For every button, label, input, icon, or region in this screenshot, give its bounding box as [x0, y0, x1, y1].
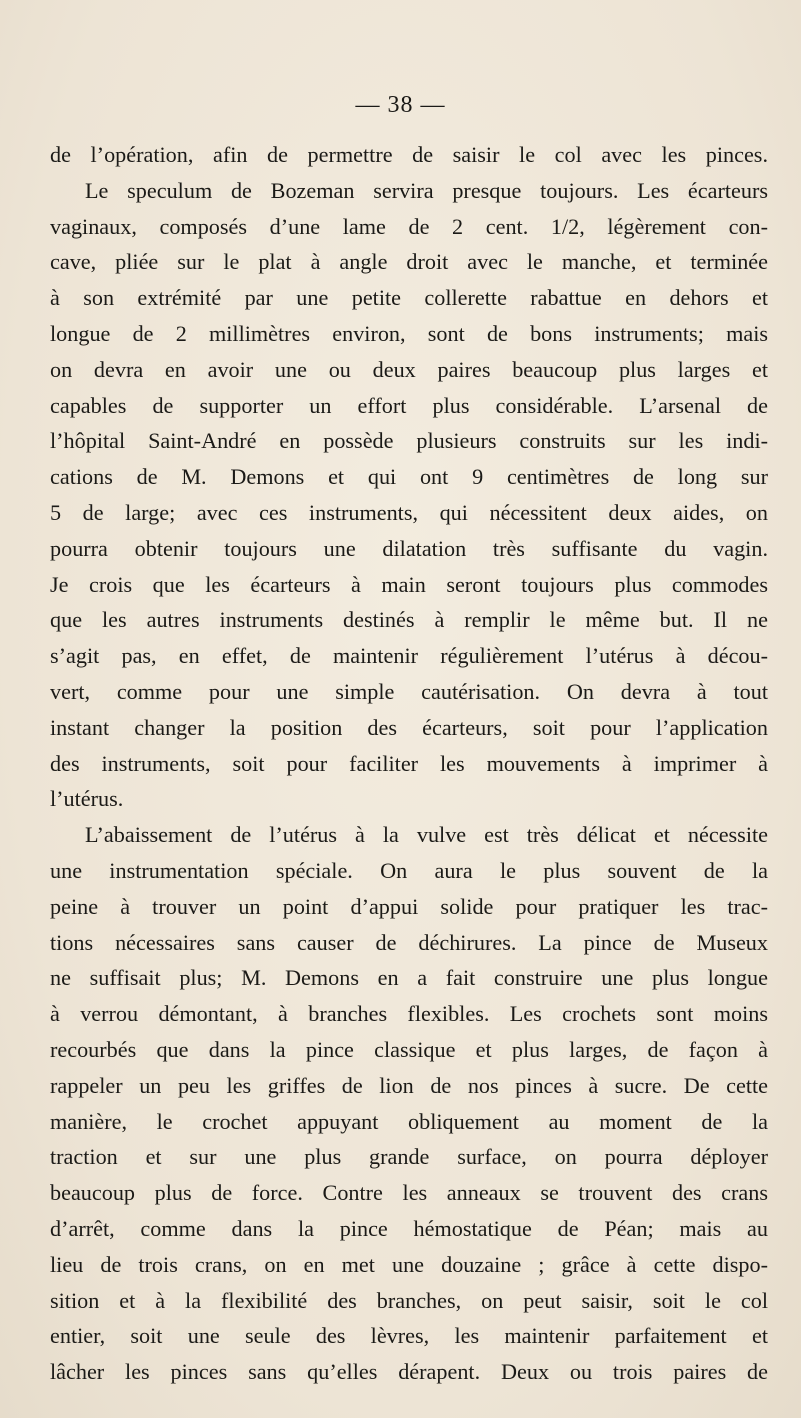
text-line: à son extrémité par une petite collerette rabattue en dehors et — [50, 285, 768, 311]
text-line: des instruments, soit pour faciliter les mouvements à imprimer à — [50, 750, 768, 776]
text-line: manière, le crochet appuyant obliquement au moment de la — [50, 1108, 768, 1134]
text-line: tions nécessaires sans causer de déchirures. La pince de Museux — [50, 929, 768, 955]
text-line: ne suffisait plus; M. Demons en a fait construire une plus longue — [50, 965, 768, 991]
text-line: capables de supporter un effort plus considérable. L’arsenal de — [50, 392, 768, 418]
paragraph — [50, 817, 768, 1390]
text-line: pourra obtenir toujours une dilatation très suffisante du vagin. — [50, 535, 768, 561]
text-line: 5 de large; avec ces instruments, qui nécessitent deux aides, on — [50, 499, 768, 525]
text-line: recourbés que dans la pince classique et plus larges, de façon à — [50, 1036, 768, 1062]
page-number: — 38 — — [355, 92, 446, 118]
text-line: lâcher les pinces sans qu’elles dérapent. Deux ou trois paires de — [50, 1359, 768, 1385]
text-line: vert, comme pour une simple cautérisation. On devra à tout — [50, 678, 768, 704]
text-line: s’agit pas, en effet, de maintenir régulièrement l’utérus à décou- — [50, 643, 768, 669]
text-line: cations de M. Demons et qui ont 9 centimètres de long sur — [50, 464, 768, 490]
text-line: l’hôpital Saint-André en possède plusieurs construits sur les indi- — [50, 428, 768, 454]
text-line: entier, soit une seule des lèvres, les maintenir parfaitement et — [50, 1323, 768, 1349]
text-line: Je crois que les écarteurs à main seront toujours plus commodes — [50, 571, 768, 597]
text-line: instant changer la position des écarteurs, soit pour l’application — [50, 714, 768, 740]
body-text — [50, 137, 768, 1390]
text-line: L’abaissement de l’utérus à la vulve est très délicat et nécessite — [85, 822, 768, 848]
text-line: on devra en avoir une ou deux paires beaucoup plus larges et — [50, 356, 768, 382]
text-line: à verrou démontant, à branches flexibles. Les crochets sont moins — [50, 1001, 768, 1027]
text-line: lieu de trois crans, on en met une douzaine ; grâce à cette dispo- — [50, 1251, 768, 1277]
text-line: l’utérus. — [50, 786, 124, 812]
paragraph — [50, 137, 768, 817]
text-line: beaucoup plus de force. Contre les anneaux se trouvent des crans — [50, 1180, 768, 1206]
text-line: longue de 2 millimètres environ, sont de bons instruments; mais — [50, 320, 768, 346]
text-line: vaginaux, composés d’une lame de 2 cent. 1/2, légèrement con- — [50, 213, 768, 239]
text-line: peine à trouver un point d’appui solide pour pratiquer les trac- — [50, 893, 768, 919]
text-line: rappeler un peu les griffes de lion de nos pinces à sucre. De cette — [50, 1072, 768, 1098]
text-line: d’arrêt, comme dans la pince hémostatique de Péan; mais au — [50, 1215, 768, 1241]
text-line: traction et sur une plus grande surface, on pourra déployer — [50, 1144, 768, 1170]
text-line: que les autres instruments destinés à remplir le même but. Il ne — [50, 607, 768, 633]
text-line: Le speculum de Bozeman servira presque toujours. Les écarteurs — [85, 177, 768, 203]
text-line: cave, pliée sur le plat à angle droit avec le manche, et terminée — [50, 249, 768, 275]
text-line: une instrumentation spéciale. On aura le plus souvent de la — [50, 857, 768, 883]
text-line: de l’opération, afin de permettre de saisir le col avec les pinces. — [50, 142, 768, 167]
text-line: sition et à la flexibilité des branches, on peut saisir, soit le col — [50, 1287, 768, 1313]
